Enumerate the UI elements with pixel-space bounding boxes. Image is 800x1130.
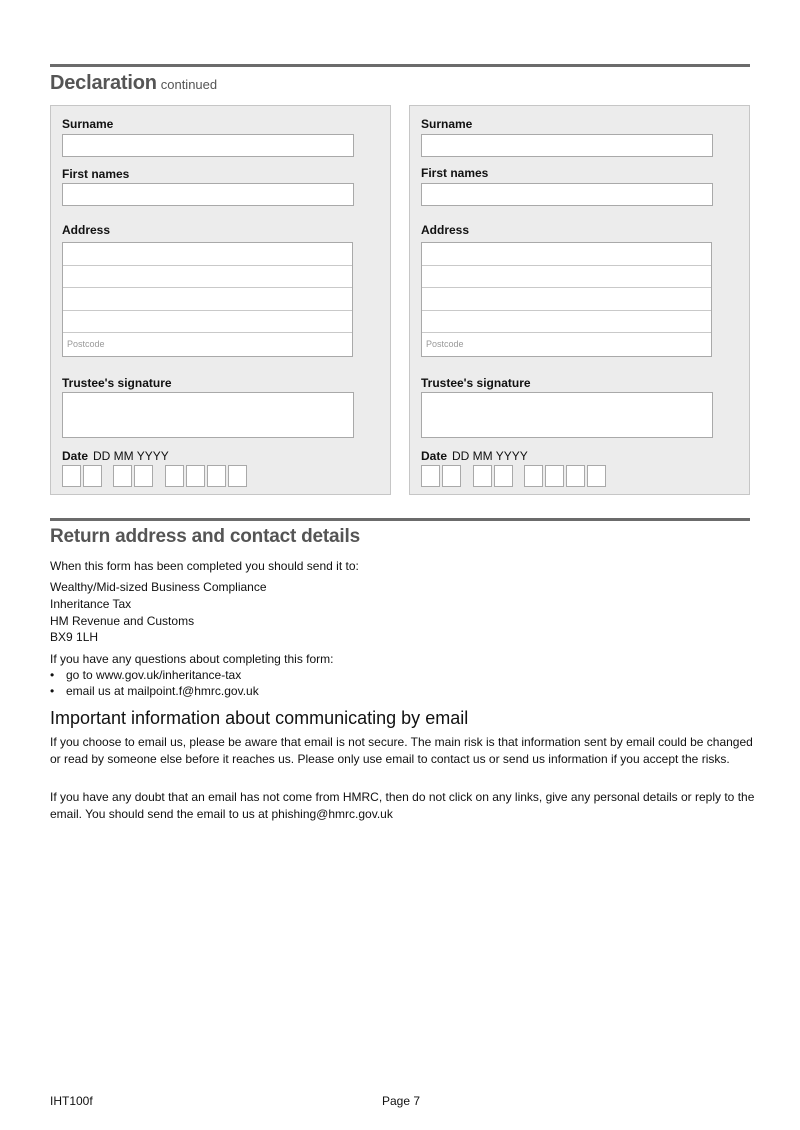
first-names-label: First names xyxy=(62,167,130,181)
surname-label: Surname xyxy=(62,117,114,131)
email-info-title: Important information about communicating by email xyxy=(50,708,469,728)
address-line-3[interactable] xyxy=(63,288,352,311)
signature-label: Trustee's signature xyxy=(62,376,172,390)
address-line-1[interactable] xyxy=(422,243,711,266)
address-label: Address xyxy=(62,223,111,237)
declaration-title: Declaration xyxy=(50,72,157,94)
surname-field[interactable] xyxy=(421,134,713,157)
address-line: HM Revenue and Customs xyxy=(50,614,195,628)
date-year-digit-2[interactable] xyxy=(186,465,205,487)
bullet-text: go to www.gov.uk/inheritance-tax xyxy=(66,668,242,682)
trustee-panel-1 xyxy=(50,105,391,495)
bullet-icon: • xyxy=(50,684,55,698)
date-label: Date xyxy=(62,449,89,463)
questions-intro: If you have any questions about completing this form: xyxy=(50,652,334,666)
contact-title: Return address and contact details xyxy=(50,526,360,547)
section-divider xyxy=(50,64,750,67)
postcode-field[interactable] xyxy=(422,333,711,356)
date-year-digit-4[interactable] xyxy=(228,465,247,487)
date-month-digit-2[interactable] xyxy=(134,465,153,487)
first-names-field[interactable] xyxy=(62,183,354,206)
page-number: Page 7 xyxy=(382,1094,421,1108)
date-month-digit-2[interactable] xyxy=(494,465,513,487)
first-names-label: First names xyxy=(421,166,489,180)
address-line-2[interactable] xyxy=(422,266,711,289)
address-line-4[interactable] xyxy=(63,311,352,334)
declaration-subtitle: continued xyxy=(160,77,218,92)
trustee-panel-2 xyxy=(409,105,750,495)
date-day-digit-1[interactable] xyxy=(62,465,81,487)
surname-label: Surname xyxy=(421,117,473,131)
contact-intro: When this form has been completed you should send it to: xyxy=(50,559,359,573)
section-title xyxy=(50,72,217,95)
bullet-icon: • xyxy=(50,668,55,682)
date-year-digit-1[interactable] xyxy=(524,465,543,487)
address-line: Wealthy/Mid-sized Business Compliance xyxy=(50,580,267,594)
signature-field[interactable] xyxy=(421,392,713,438)
date-day-digit-2[interactable] xyxy=(83,465,102,487)
postcode-placeholder: Postcode xyxy=(67,339,105,350)
date-day-digit-2[interactable] xyxy=(442,465,461,487)
postcode-placeholder: Postcode xyxy=(426,339,464,350)
date-label-row xyxy=(62,449,169,463)
address-line-2[interactable] xyxy=(63,266,352,289)
email-info-paragraph-1: If you choose to email us, please be aware that email is not secure. The main risk is that information sent by email could be changed or read by someone else before it reaches us. Please only use email to contact us or send us information if you accept the risks. xyxy=(50,735,753,766)
signature-label: Trustee's signature xyxy=(421,376,531,390)
address-line-4[interactable] xyxy=(422,311,711,334)
date-year-digit-4[interactable] xyxy=(587,465,606,487)
date-label: Date xyxy=(421,449,448,463)
list-item xyxy=(50,668,241,682)
address-field xyxy=(421,242,712,357)
section-divider xyxy=(50,518,750,521)
date-day-digit-1[interactable] xyxy=(421,465,440,487)
date-month-digit-1[interactable] xyxy=(113,465,132,487)
form-code: IHT100f xyxy=(50,1094,93,1108)
date-format: DD MM YYYY xyxy=(93,449,169,463)
address-line: BX9 1LH xyxy=(50,630,99,644)
bullet-text: email us at mailpoint.f@hmrc.gov.uk xyxy=(66,684,259,698)
date-year-digit-3[interactable] xyxy=(207,465,226,487)
address-line-3[interactable] xyxy=(422,288,711,311)
date-year-digit-2[interactable] xyxy=(545,465,564,487)
postcode-field[interactable] xyxy=(63,333,352,356)
list-item xyxy=(50,684,259,698)
first-names-field[interactable] xyxy=(421,183,713,206)
address-label: Address xyxy=(421,223,470,237)
date-format: DD MM YYYY xyxy=(452,449,528,463)
surname-field[interactable] xyxy=(62,134,354,157)
signature-field[interactable] xyxy=(62,392,354,438)
address-field xyxy=(62,242,353,357)
date-label-row xyxy=(421,449,528,463)
email-info-paragraph-2: If you have any doubt that an email has not come from HMRC, then do not click on any links, give any personal details or reply to the email. You should send the email to us at phishing@hmrc.gov.uk xyxy=(50,790,755,821)
address-line: Inheritance Tax xyxy=(50,597,132,611)
date-year-digit-3[interactable] xyxy=(566,465,585,487)
address-line-1[interactable] xyxy=(63,243,352,266)
date-year-digit-1[interactable] xyxy=(165,465,184,487)
date-month-digit-1[interactable] xyxy=(473,465,492,487)
